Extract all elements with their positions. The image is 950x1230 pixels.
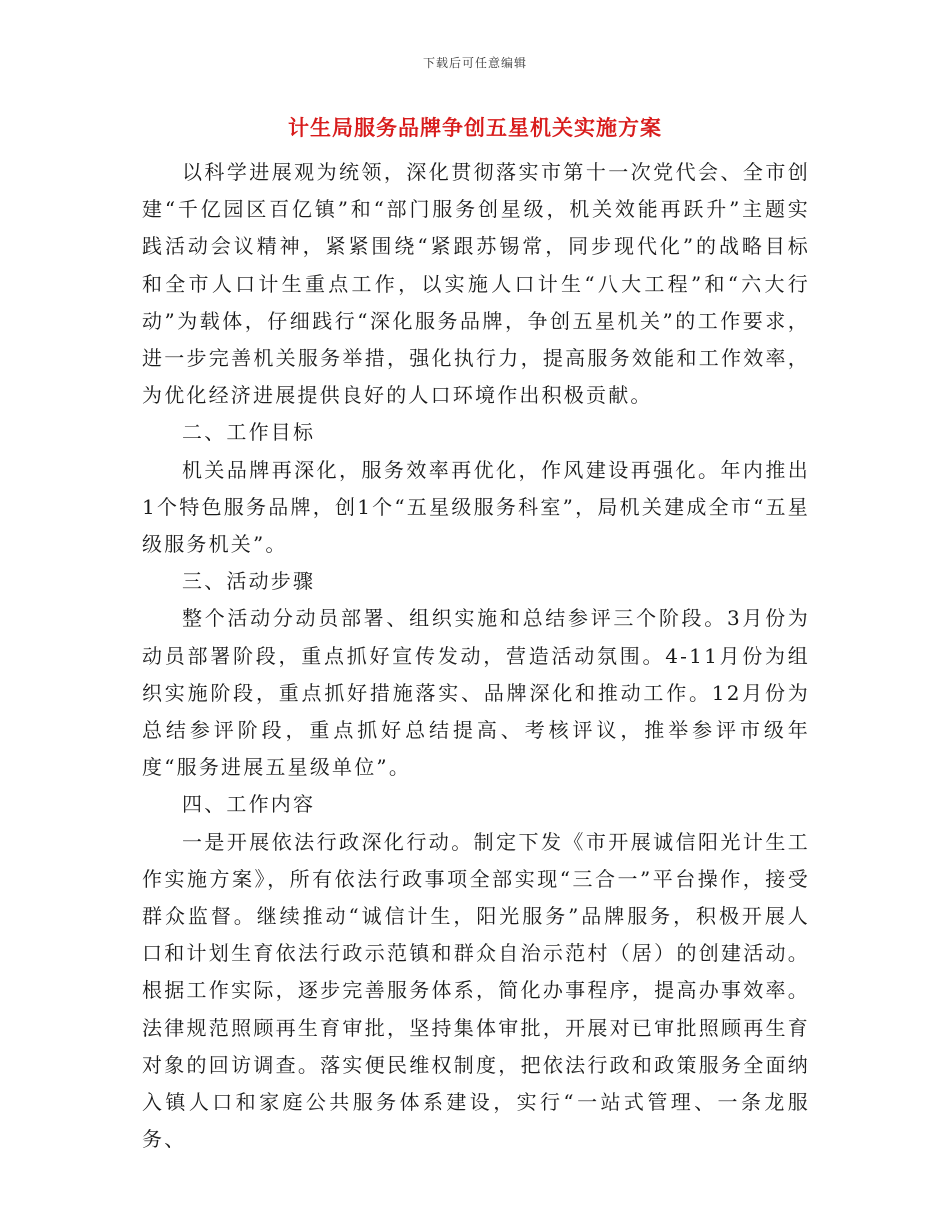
paragraph-activity-steps: 整个活动分动员部署、组织实施和总结参评三个阶段。3月份为动员部署阶段，重点抓好宣传发动，营造活动氛围。4-11月份为组织实施阶段，重点抓好措施落实、品牌深化和推动工作。12月份为总结参评阶段，重点抓好总结提高、考核评议，推举参评市级年度“服务进展五星级单位”。 [142,606,810,780]
document-title: 计生局服务品牌争创五星机关实施方案 [288,115,662,140]
header-note: 下载后可任意编辑 [422,56,527,70]
heading-work-goals: 二、工作目标 [182,420,316,445]
paragraph-work-goals: 机关品牌再深化，服务效率再优化，作风建设再强化。年内推出1个特色服务品牌，创1个“五星级服务科室”，局机关建成全市“五星级服务机关”。 [142,457,810,557]
paragraph-work-content: 一是开展依法行政深化行动。制定下发《市开展诚信阳光计生工作实施方案》，所有依法行政事项全部实现“三合一”平台操作，接受群众监督。继续推动“诚信计生，阳光服务”品牌服务，积极开展人口和计划生育依法行政示范镇和群众自治示范村（居）的创建活动。根据工作实际，逐步完善服务体系，简化办事程序，提高办事效率。法律规范照顾再生育审批，坚持集体审批，开展对已审批照顾再生育对象的回访调查。落实便民维权制度，把依法行政和政策服务全面纳入镇人口和家庭公共服务体系建设，实行“一站式管理、一条龙服务、 [142,829,810,1152]
paragraph-intro: 以科学进展观为统领，深化贯彻落实市第十一次党代会、全市创建“千亿园区百亿镇”和“部门服务创星级，机关效能再跃升”主题实践活动会议精神，紧紧围绕“紧跟苏锡常，同步现代化”的战略目标和全市人口计生重点工作，以实施人口计生“八大工程”和“六大行动”为载体，仔细践行“深化服务品牌，争创五星机关”的工作要求，进一步完善机关服务举措，强化执行力，提高服务效能和工作效率，为优化经济进展提供良好的人口环境作出积极贡献。 [142,160,810,408]
heading-activity-steps: 三、活动步骤 [182,569,316,594]
document-body [142,154,810,1158]
heading-work-content: 四、工作内容 [182,792,316,817]
